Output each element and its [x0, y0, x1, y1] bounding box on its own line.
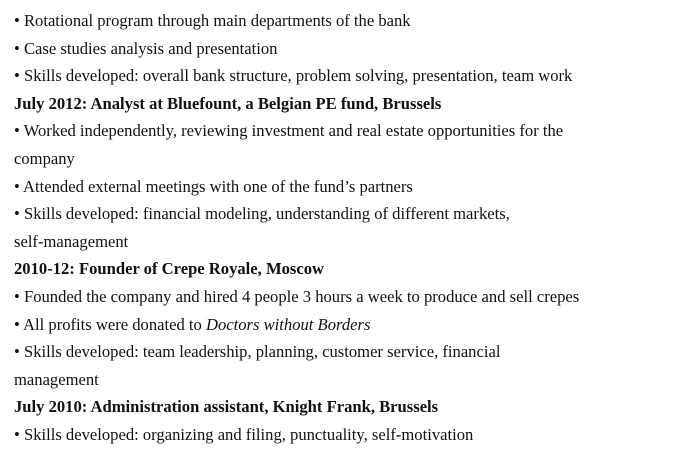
job-heading: July 2012: Analyst at Bluefount, a Belgian PE fund, Brussels	[14, 93, 442, 113]
continuation-text: company	[14, 148, 75, 168]
bullet-mark: •	[14, 11, 20, 30]
bullet-item	[14, 338, 691, 366]
bullet-italic-text: Doctors without Borders	[206, 314, 371, 334]
bullet-mark: •	[14, 314, 20, 334]
bullet-item	[14, 200, 691, 228]
bullet-item	[14, 35, 691, 63]
bullet-mark: •	[14, 121, 20, 141]
bullet-text: Skills developed: overall bank structure, problem solving, presentation, team work	[23, 66, 573, 86]
bullet-item	[14, 421, 691, 449]
continuation-text: management	[14, 369, 99, 389]
bullet-item	[14, 311, 691, 339]
job-heading: July 2010: Administration assistant, Knight Frank, Brussels	[14, 397, 439, 417]
bullet-text: Founded the company and hired 4 people 3 hours a week to produce and sell crepes	[23, 286, 580, 306]
bullet-text: Attended external meetings with one of the fund’s partners	[23, 176, 413, 196]
bullet-item	[14, 7, 691, 35]
bullet-text: All profits were donated to	[23, 314, 206, 334]
bullet-mark: •	[14, 204, 20, 224]
bullet-mark: •	[14, 286, 20, 306]
bullet-text: Skills developed: financial modeling, understanding of different markets,	[23, 204, 510, 224]
bullet-mark: •	[14, 176, 20, 196]
bullet-mark: •	[14, 342, 20, 362]
bullet-mark: •	[14, 424, 20, 444]
bullet-text: Case studies analysis and presentation	[23, 38, 278, 58]
bullet-text: Skills developed: organizing and filing, punctuality, self-motivation	[23, 424, 474, 444]
bullet-item	[14, 283, 691, 311]
continuation-text: self-management	[14, 231, 129, 251]
job-heading: 2010-12: Founder of Crepe Royale, Moscow	[14, 259, 325, 279]
bullet-text: Worked independently, reviewing investment and real estate opportunities for the	[23, 121, 564, 141]
bullet-mark: •	[14, 66, 20, 86]
bullet-mark: •	[14, 38, 20, 58]
bullet-text: Skills developed: team leadership, planning, customer service, financial	[23, 342, 501, 362]
bullet-text: Rotational program through main departments of the bank	[23, 11, 411, 30]
bullet-item	[14, 62, 691, 90]
bullet-item	[14, 117, 691, 145]
bullet-item	[14, 173, 691, 201]
